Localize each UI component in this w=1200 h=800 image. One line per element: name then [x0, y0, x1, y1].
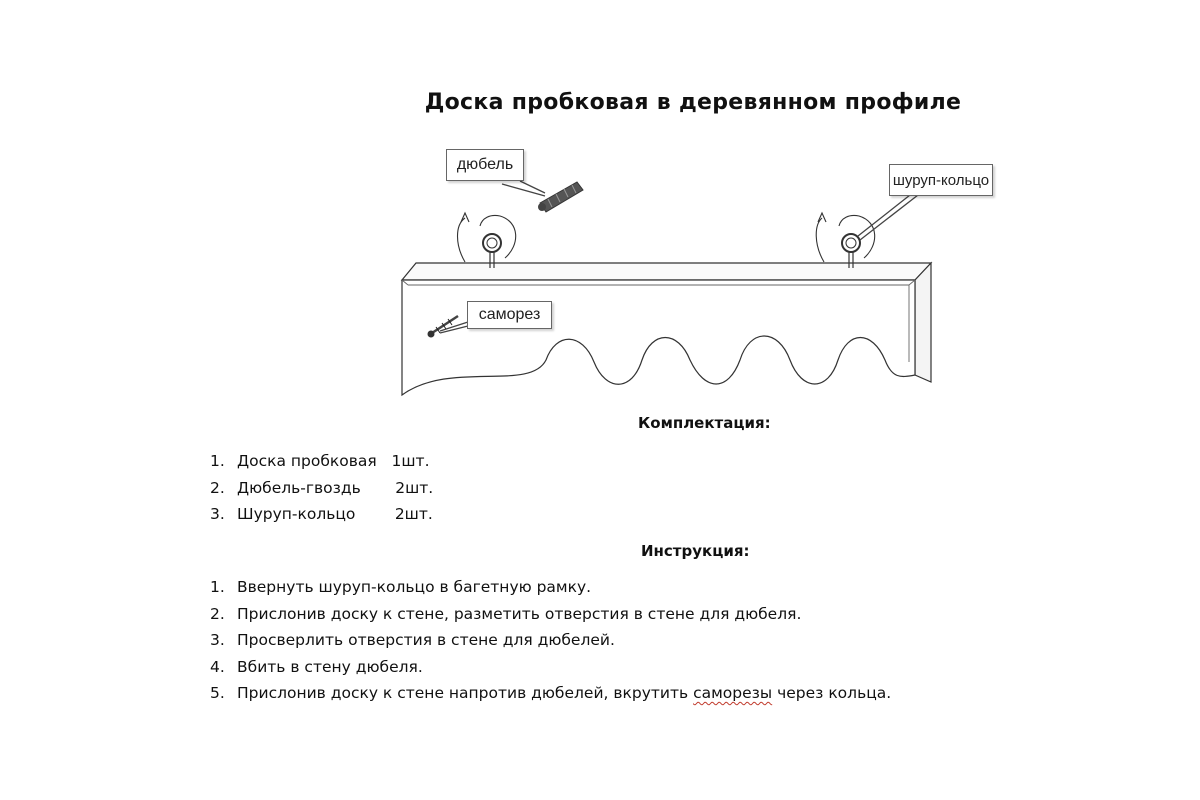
- eye-screw-callout: шуруп-кольцо: [889, 164, 993, 196]
- board-profile: [402, 263, 931, 395]
- dowel-callout: дюбель: [446, 149, 524, 181]
- list-item: 1. Ввернуть шуруп-кольцо в багетную рамку.: [210, 578, 592, 596]
- kit-heading: Комплектация:: [638, 414, 771, 432]
- page-title: Доска пробковая в деревянном профиле: [424, 90, 962, 115]
- list-item: 1. Доска пробковая 1шт.: [210, 452, 430, 470]
- eye-screw-right-icon: [816, 213, 874, 268]
- list-item: 4. Вбить в стену дюбеля.: [210, 657, 423, 676]
- screw-callout: саморез: [467, 301, 552, 329]
- list-item: 2. Дюбель-гвоздь 2шт.: [210, 478, 434, 497]
- list-item: 3. Шуруп-кольцо 2шт.: [210, 505, 433, 523]
- spellcheck-marked-word: саморезы: [693, 684, 773, 702]
- instructions-list: [210, 574, 891, 707]
- list-item: 2. Прислонив доску к стене, разметить отверстия в стене для дюбеля.: [210, 604, 802, 623]
- list-item: 5. Прислонив доску к стене напротив дюбелей, вкрутить саморезы через кольца.: [210, 684, 892, 702]
- dowel-icon: [538, 182, 583, 212]
- list-item: 3. Просверлить отверстия в стене для дюбелей.: [210, 631, 615, 649]
- kit-list: [210, 448, 433, 528]
- instructions-heading: Инструкция:: [641, 542, 750, 560]
- eye-screw-left-icon: [458, 213, 516, 268]
